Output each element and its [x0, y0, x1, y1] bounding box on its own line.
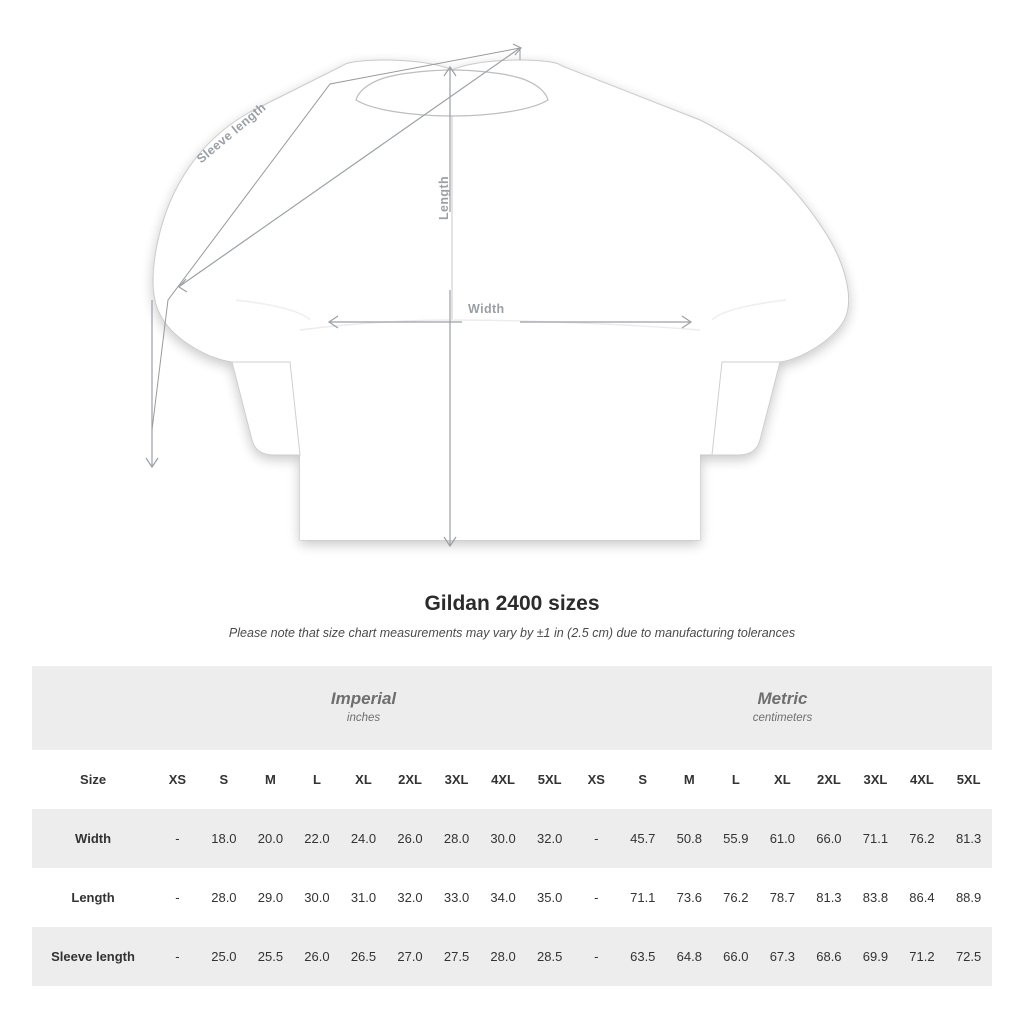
cell-length-metric-xl: 78.7	[759, 868, 806, 927]
cell-length-metric-s: 71.1	[620, 868, 667, 927]
cell-length-metric-5xl: 88.9	[945, 868, 992, 927]
row-label-width: Width	[32, 809, 154, 868]
size-header-imperial-m: M	[247, 750, 294, 809]
size-header-imperial-5xl: 5XL	[526, 750, 573, 809]
size-header-metric-xl: XL	[759, 750, 806, 809]
cell-sleeve-imperial-2xl: 27.0	[387, 927, 434, 986]
table-row	[32, 868, 992, 927]
shirt-body	[153, 60, 849, 540]
cell-width-metric-5xl: 81.3	[945, 809, 992, 868]
table-row	[32, 927, 992, 986]
cell-length-imperial-xs: -	[154, 868, 201, 927]
size-header-imperial-2xl: 2XL	[387, 750, 434, 809]
unit-group-imperial	[154, 666, 573, 750]
size-table-wrapper	[32, 666, 992, 986]
cell-width-imperial-s: 18.0	[201, 809, 248, 868]
size-header-metric-s: S	[620, 750, 667, 809]
cell-length-metric-2xl: 81.3	[806, 868, 853, 927]
size-header-imperial-xs: XS	[154, 750, 201, 809]
cell-length-imperial-s: 28.0	[201, 868, 248, 927]
unit-group-row	[32, 666, 992, 750]
unit-group-metric	[573, 666, 992, 750]
cell-width-imperial-xl: 24.0	[340, 809, 387, 868]
title-block	[0, 592, 1024, 640]
size-header-label: Size	[32, 750, 154, 809]
size-header-imperial-s: S	[201, 750, 248, 809]
cell-width-imperial-l: 22.0	[294, 809, 341, 868]
cell-length-imperial-3xl: 33.0	[433, 868, 480, 927]
unit-group-imperial-sub: inches	[346, 712, 381, 724]
cell-sleeve-imperial-4xl: 28.0	[480, 927, 527, 986]
cell-sleeve-metric-4xl: 71.2	[899, 927, 946, 986]
size-header-imperial-4xl: 4XL	[480, 750, 527, 809]
size-header-metric-2xl: 2XL	[806, 750, 853, 809]
cell-length-imperial-2xl: 32.0	[387, 868, 434, 927]
size-header-imperial-3xl: 3XL	[433, 750, 480, 809]
unit-group-spacer	[32, 666, 154, 750]
sleeve-drop-line	[146, 300, 158, 467]
cell-length-metric-l: 76.2	[713, 868, 760, 927]
cell-length-metric-4xl: 86.4	[899, 868, 946, 927]
cell-length-metric-3xl: 83.8	[852, 868, 899, 927]
cell-sleeve-imperial-3xl: 27.5	[433, 927, 480, 986]
cell-length-imperial-xl: 31.0	[340, 868, 387, 927]
cell-width-metric-xs: -	[573, 809, 620, 868]
cell-length-imperial-l: 30.0	[294, 868, 341, 927]
size-header-metric-4xl: 4XL	[899, 750, 946, 809]
cell-width-imperial-2xl: 26.0	[387, 809, 434, 868]
size-table	[32, 666, 992, 986]
length-dimension-label: Length	[437, 175, 451, 220]
cell-length-imperial-m: 29.0	[247, 868, 294, 927]
cell-sleeve-metric-2xl: 68.6	[806, 927, 853, 986]
cell-width-metric-4xl: 76.2	[899, 809, 946, 868]
cell-sleeve-metric-3xl: 69.9	[852, 927, 899, 986]
unit-group-metric-sub: centimeters	[752, 712, 813, 724]
size-header-metric-xs: XS	[573, 750, 620, 809]
cell-width-imperial-3xl: 28.0	[433, 809, 480, 868]
row-label-sleeve-length: Sleeve length	[32, 927, 154, 986]
cell-sleeve-imperial-5xl: 28.5	[526, 927, 573, 986]
size-header-metric-l: L	[713, 750, 760, 809]
size-header-imperial-xl: XL	[340, 750, 387, 809]
cell-sleeve-metric-s: 63.5	[620, 927, 667, 986]
width-dimension-label: Width	[468, 302, 505, 316]
cell-sleeve-imperial-xl: 26.5	[340, 927, 387, 986]
cell-length-imperial-4xl: 34.0	[480, 868, 527, 927]
cell-sleeve-metric-m: 64.8	[666, 927, 713, 986]
cell-width-imperial-xs: -	[154, 809, 201, 868]
size-header-metric-m: M	[666, 750, 713, 809]
cell-width-imperial-5xl: 32.0	[526, 809, 573, 868]
cell-length-metric-m: 73.6	[666, 868, 713, 927]
cell-sleeve-metric-5xl: 72.5	[945, 927, 992, 986]
table-row	[32, 809, 992, 868]
page-title: Gildan 2400 sizes	[424, 592, 600, 615]
row-label-length: Length	[32, 868, 154, 927]
cell-width-metric-xl: 61.0	[759, 809, 806, 868]
unit-group-metric-name: Metric	[757, 689, 808, 708]
unit-group-imperial-name: Imperial	[330, 689, 397, 708]
cell-width-imperial-4xl: 30.0	[480, 809, 527, 868]
size-header-row	[32, 750, 992, 809]
cell-sleeve-metric-l: 66.0	[713, 927, 760, 986]
cell-width-metric-s: 45.7	[620, 809, 667, 868]
size-header-metric-5xl: 5XL	[945, 750, 992, 809]
size-header-imperial-l: L	[294, 750, 341, 809]
cell-sleeve-imperial-m: 25.5	[247, 927, 294, 986]
cell-sleeve-metric-xs: -	[573, 927, 620, 986]
cell-sleeve-imperial-s: 25.0	[201, 927, 248, 986]
cell-sleeve-imperial-l: 26.0	[294, 927, 341, 986]
sleeve-length-dimension-label: Sleeve length	[194, 100, 269, 166]
cell-width-metric-3xl: 71.1	[852, 809, 899, 868]
cell-length-imperial-5xl: 35.0	[526, 868, 573, 927]
cell-sleeve-metric-xl: 67.3	[759, 927, 806, 986]
cell-width-imperial-m: 20.0	[247, 809, 294, 868]
cell-sleeve-imperial-xs: -	[154, 927, 201, 986]
size-header-metric-3xl: 3XL	[852, 750, 899, 809]
cell-length-metric-xs: -	[573, 868, 620, 927]
cell-width-metric-m: 50.8	[666, 809, 713, 868]
cell-width-metric-2xl: 66.0	[806, 809, 853, 868]
tolerance-note: Please note that size chart measurements may vary by ±1 in (2.5 cm) due to manufacturing tolerances	[228, 626, 796, 640]
cell-width-metric-l: 55.9	[713, 809, 760, 868]
